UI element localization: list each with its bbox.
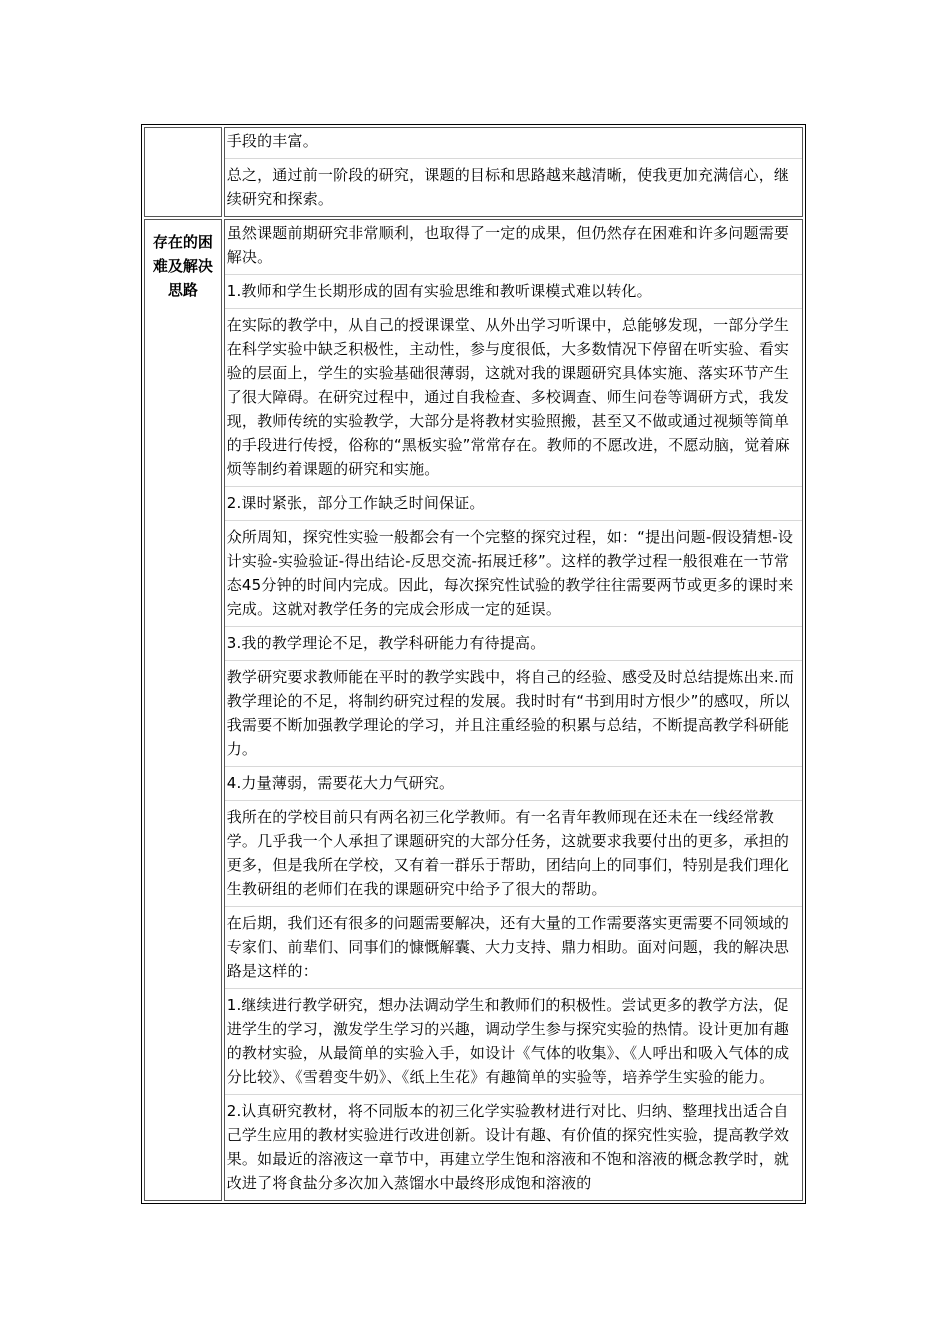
paragraph: 在实际的教学中，从自己的授课课堂、从外出学习听课中，总能够发现，一部分学生在科学实验中缺乏积极性，主动性，参与度很低，大多数情况下停留在听实验、看实验的层面上，学生的实验基础很薄弱，这就对我的课题研究具体实施、落实环节产生了很大障碍。在研究过程中，通过自我检查、多校调查、师生问卷等调研方式，我发现，教师传统的实验教学，大部分是将教材实验照搬，甚至又不做或通过视频等简单的手段进行传授，俗称的“黑板实验”常常存在。教师的不愿改进，不愿动脑，觉着麻烦等制约着课题的研究和实施。: [225, 308, 802, 486]
row1-label: [145, 128, 221, 138]
paragraph: 总之，通过前一阶段的研究，课题的目标和思路越来越清晰，使我更加充满信心，继续研究和探索。: [225, 158, 802, 216]
paragraph: 教学研究要求教师能在平时的教学实践中，将自己的经验、感受及时总结提炼出来.而教学理论的不足，将制约研究过程的发展。我时时有“书到用时方恨少”的感叹，所以我需要不断加强教学理论的学习，并且注重经验的积累与总结，不断提高教学科研能力。: [225, 660, 802, 766]
table-row: [144, 219, 803, 1201]
row2-content-cell: [224, 219, 803, 1201]
paragraph: 在后期，我们还有很多的问题需要解决，还有大量的工作需要落实更需要不同领域的专家们、前辈们、同事们的慷慨解囊、大力支持、鼎力相助。面对问题，我的解决思路是这样的：: [225, 906, 802, 988]
row1-label-cell: [144, 127, 222, 217]
paragraph: 2.认真研究教材，将不同版本的初三化学实验教材进行对比、归纳、整理找出适合自己学生应用的教材实验进行改进创新。设计有趣、有价值的探究性实验，提高教学效果。如最近的溶液这一章节中，再建立学生饱和溶液和不饱和溶液的概念教学时，就改进了将食盐分多次加入蒸馏水中最终形成饱和溶液的: [225, 1094, 802, 1200]
row1-content-cell: [224, 127, 803, 217]
paragraph: 我所在的学校目前只有两名初三化学教师。有一名青年教师现在还未在一线经常教学。几乎我一个人承担了课题研究的大部分任务，这就要求我要付出的更多，承担的更多，但是我所在学校，又有着一群乐于帮助，团结向上的同事们，特别是我们理化生教研组的老师们在我的课题研究中给予了很大的帮助。: [225, 800, 802, 906]
paragraph: 众所周知，探究性实验一般都会有一个完整的探究过程，如：“提出问题-假设猜想-设计实验-实验验证-得出结论-反思交流-拓展迁移”。这样的教学过程一般很难在一节常态45分钟的时间内完成。因此，每次探究性试验的教学往往需要两节或更多的课时来完成。这就对教学任务的完成会形成一定的延误。: [225, 520, 802, 626]
report-table: [141, 124, 806, 1204]
row2-label-cell: [144, 219, 222, 1201]
paragraph: 手段的丰富。: [226, 132, 318, 150]
paragraph: 4.力量薄弱，需要花大力气研究。: [225, 766, 802, 800]
paragraph: 3.我的教学理论不足，教学科研能力有待提高。: [225, 626, 802, 660]
table-row: [144, 127, 803, 217]
paragraph: 1.继续进行教学研究，想办法调动学生和教师们的积极性。尝试更多的教学方法，促进学生的学习，激发学生学习的兴趣，调动学生参与探究实验的热情。设计更加有趣的教材实验，从最简单的实验入手，如设计《气体的收集》、《人呼出和吸入气体的成分比较》、《雪碧变牛奶》、《纸上生花》有趣简单的实验等，培养学生实验的能力。: [225, 988, 802, 1094]
paragraph: 2.课时紧张，部分工作缺乏时间保证。: [225, 486, 802, 520]
row2-label: 存在的困难及解决思路: [152, 233, 213, 299]
paragraph: 1.教师和学生长期形成的固有实验思维和教听课模式难以转化。: [225, 274, 802, 308]
paragraph: 虽然课题前期研究非常顺利，也取得了一定的成果，但仍然存在困难和许多问题需要解决。: [226, 224, 790, 266]
